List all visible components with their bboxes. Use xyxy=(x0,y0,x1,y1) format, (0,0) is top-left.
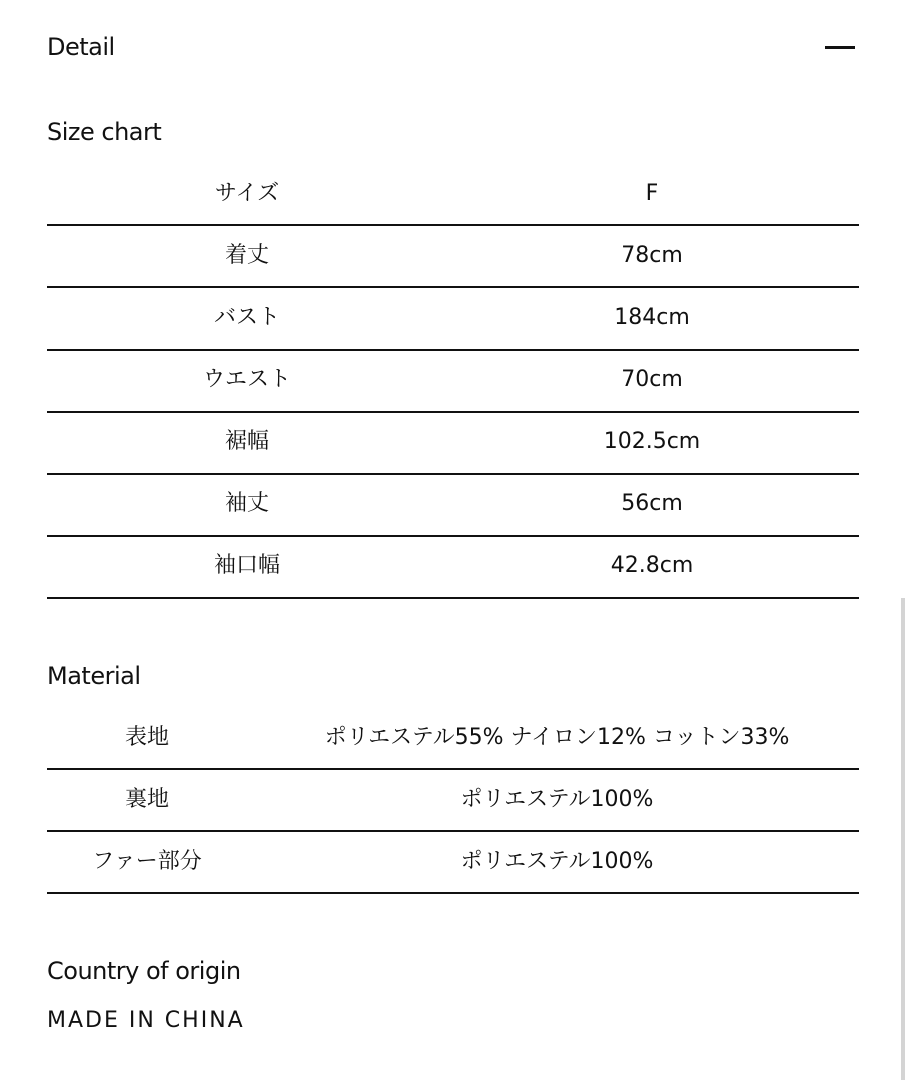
size-value: F xyxy=(645,181,659,206)
size-label: 裾幅 xyxy=(224,429,269,454)
size-label: バスト xyxy=(213,305,280,330)
country-of-origin-title: Country of origin xyxy=(47,957,241,985)
material-table xyxy=(47,707,859,893)
material-value: ポリエステル100% xyxy=(460,849,654,874)
table-row xyxy=(47,707,859,769)
table-row xyxy=(47,535,859,597)
table-row xyxy=(47,831,859,893)
size-chart-title: Size chart xyxy=(47,118,162,146)
table-row xyxy=(47,769,859,831)
size-label: ウエスト xyxy=(202,367,291,392)
size-label: 袖口幅 xyxy=(213,553,280,578)
size-value: 70cm xyxy=(621,367,683,392)
size-label: 袖丈 xyxy=(224,491,269,516)
material-value: ポリエステル55% ナイロン12% コットン33% xyxy=(324,725,790,750)
country-of-origin-value: MADE IN CHINA xyxy=(47,1008,245,1033)
size-chart-table xyxy=(47,163,859,597)
size-value: 184cm xyxy=(614,305,690,330)
table-row xyxy=(47,225,859,287)
size-value: 78cm xyxy=(621,243,683,268)
material-label: 表地 xyxy=(124,725,169,750)
table-row xyxy=(47,473,859,535)
size-value: 56cm xyxy=(621,491,683,516)
scrollbar[interactable] xyxy=(901,598,905,1080)
material-label: ファー部分 xyxy=(92,849,202,874)
detail-title: Detail xyxy=(47,33,115,61)
size-label: サイズ xyxy=(214,181,280,206)
detail-header[interactable] xyxy=(47,30,859,64)
table-row xyxy=(47,411,859,473)
material-label: 裏地 xyxy=(124,787,169,812)
row-divider xyxy=(47,892,859,894)
table-row xyxy=(47,349,859,411)
size-label: 着丈 xyxy=(224,243,269,268)
material-title: Material xyxy=(47,662,141,690)
size-value: 42.8cm xyxy=(610,553,694,578)
material-value: ポリエステル100% xyxy=(460,787,654,812)
size-value: 102.5cm xyxy=(603,429,701,454)
minus-icon[interactable] xyxy=(825,46,855,49)
table-row xyxy=(47,163,859,225)
table-row xyxy=(47,287,859,349)
row-divider xyxy=(47,597,859,599)
